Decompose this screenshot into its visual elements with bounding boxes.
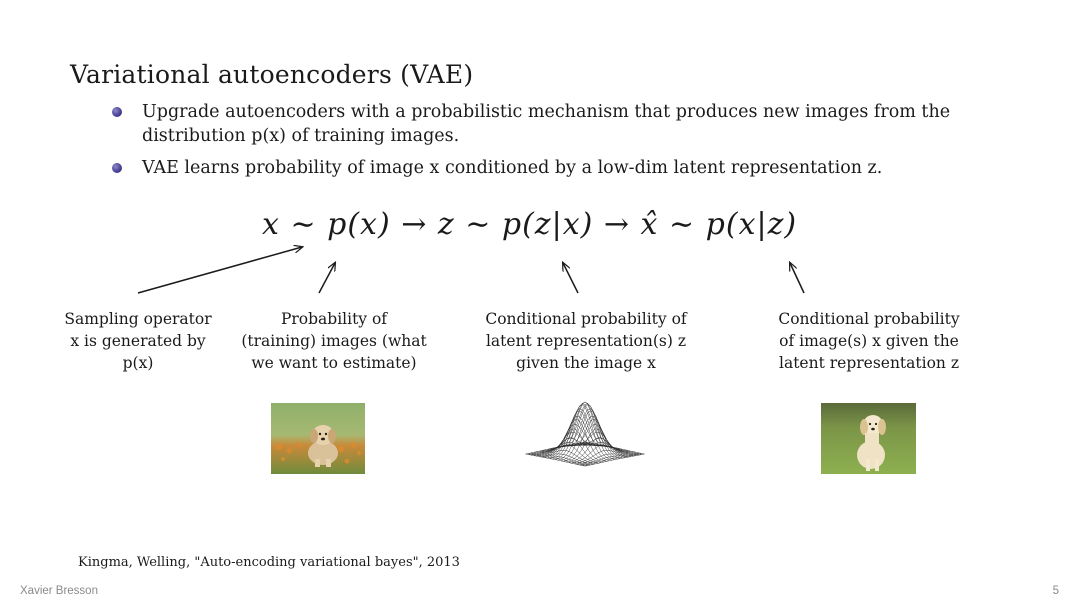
bullet-text: VAE learns probability of image x conditioned by a low-dim latent representation z. — [142, 158, 883, 178]
probability-arrow-icon — [319, 263, 335, 293]
bullet-text: Upgrade autoencoders with a probabilistic mechanism that produces new images from the — [142, 102, 951, 122]
citation: Kingma, Welling, "Auto-encoding variational bayes", 2013 — [78, 555, 460, 570]
generated-dog-image — [821, 403, 916, 474]
sampling-arrow-icon — [138, 247, 302, 293]
probability-label: Probability of (training) images (what we want to estimate) — [241, 310, 427, 372]
slide-title: Variational autoencoders (VAE) — [70, 60, 474, 89]
conditional-image-label: Conditional probability of image(s) x given the latent representation z — [778, 310, 960, 372]
conditional-latent-label: Conditional probability of latent representation(s) z given the image x — [485, 310, 687, 372]
page-number: 5 — [1052, 585, 1059, 597]
sampling-label: Sampling operator x is generated by p(x) — [64, 310, 212, 372]
bullet-text-continued: distribution p(x) of training images. — [142, 126, 460, 146]
footer-author: Xavier Bresson — [20, 585, 98, 597]
latent-arrow-icon — [563, 263, 578, 293]
gaussian-mesh — [526, 402, 645, 466]
gaussian-surface-image — [522, 398, 648, 480]
training-dog-image — [271, 403, 365, 474]
vae-formula: x ∼ p(x) → z ∼ p(z|x) → x̂ ∼ p(x|z) — [262, 207, 798, 242]
decoder-arrow-icon — [790, 263, 804, 293]
